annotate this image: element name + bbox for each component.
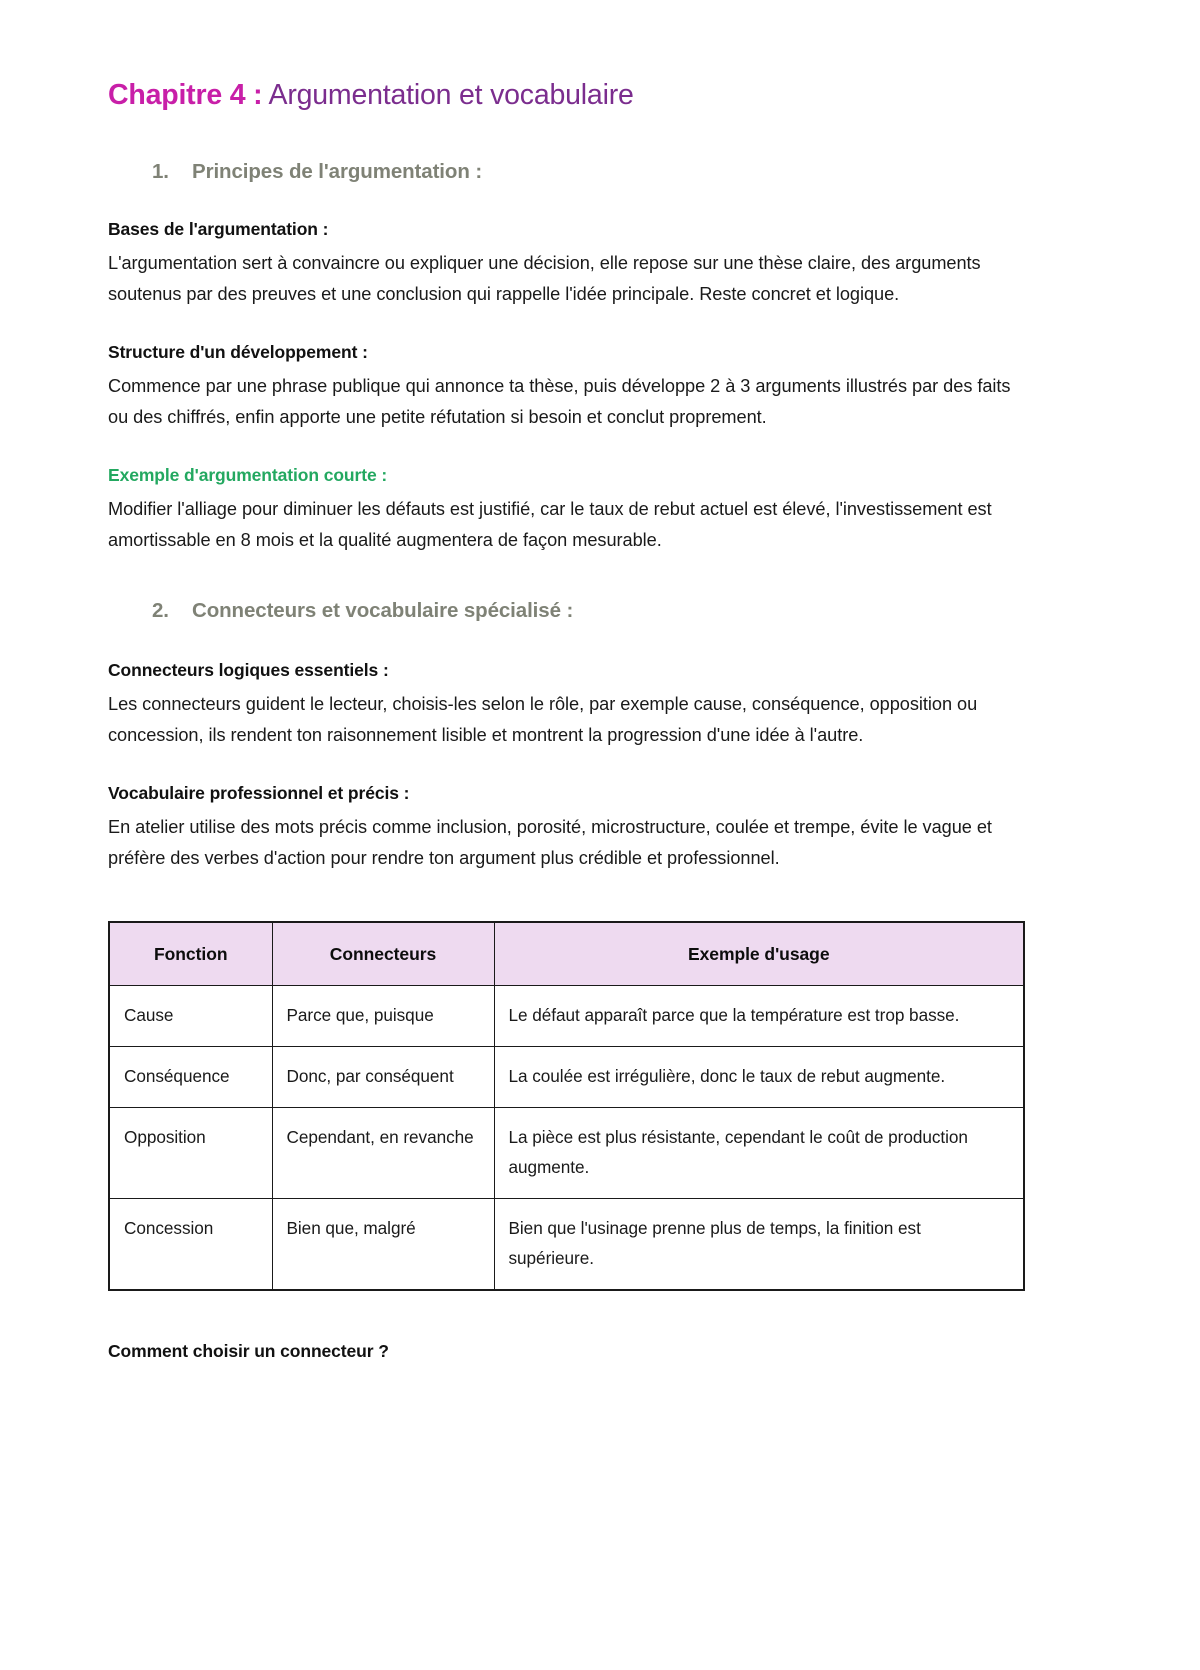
content-block-vocabulaire (108, 783, 1095, 875)
section-number-2: 2. (152, 598, 169, 622)
table-row (109, 1198, 1024, 1290)
sub-heading-vocabulaire: Vocabulaire professionnel et précis : (108, 782, 410, 803)
section-heading-2 (108, 599, 1095, 623)
table-row (109, 1046, 1024, 1107)
cell-exemple: Bien que l'usinage prenne plus de temps, la finition est supérieure. (494, 1198, 1024, 1290)
cell-exemple: Le défaut apparaît parce que la température est trop basse. (494, 985, 1024, 1046)
table-row (109, 1107, 1024, 1198)
chapter-label: Chapitre 4 : (108, 79, 263, 111)
content-block-bases (108, 219, 1095, 311)
cell-fonction: Cause (109, 985, 272, 1046)
cell-connecteurs: Parce que, puisque (272, 985, 494, 1046)
content-block-exemple (108, 465, 1095, 557)
section-heading-1 (108, 160, 1095, 184)
content-block-connecteurs (108, 660, 1095, 752)
paragraph-vocabulaire: En atelier utilise des mots précis comme inclusion, porosité, microstructure, coulée et trempe, évite le vague et préfère des verbes d'action pour rendre ton argument plus crédible et professionnel. (108, 816, 992, 869)
cell-connecteurs: Bien que, malgré (272, 1198, 494, 1290)
table-header-fonction: Fonction (109, 922, 272, 986)
cell-fonction: Opposition (109, 1107, 272, 1198)
cell-connecteurs: Cependant, en revanche (272, 1107, 494, 1198)
paragraph-bases: L'argumentation sert à convaincre ou expliquer une décision, elle repose sur une thèse claire, des arguments soutenus par des preuves et une conclusion qui rappelle l'idée principale. Reste concret et logique. (108, 252, 981, 305)
paragraph-exemple: Modifier l'alliage pour diminuer les défauts est justifié, car le taux de rebut actuel est élevé, l'investissement est amortissable en 8 mois et la qualité augmentera de façon mesurable. (108, 498, 992, 551)
paragraph-structure: Commence par une phrase publique qui annonce ta thèse, puis développe 2 à 3 arguments illustrés par des faits ou des chiffrés, enfin apporte une petite réfutation si besoin et conclut proprement. (108, 375, 1011, 428)
section-title-1: Principes de l'argumentation : (192, 159, 483, 183)
paragraph-connecteurs: Les connecteurs guident le lecteur, choisis-les selon le rôle, par exemple cause, conséquence, opposition ou concession, ils rendent ton raisonnement lisible et montrent la progression d'une idée à l'autre. (108, 693, 978, 746)
sub-heading-bases: Bases de l'argumentation : (108, 218, 329, 239)
content-block-structure (108, 342, 1095, 434)
section-title-2: Connecteurs et vocabulaire spécialisé : (192, 598, 574, 622)
cell-exemple: La coulée est irrégulière, donc le taux de rebut augmente. (494, 1046, 1024, 1107)
sub-heading-connecteurs: Connecteurs logiques essentiels : (108, 659, 389, 680)
closing-heading: Comment choisir un connecteur ? (108, 1340, 389, 1361)
table-header-connecteurs: Connecteurs (272, 922, 494, 986)
cell-exemple: La pièce est plus résistante, cependant le coût de production augmente. (494, 1107, 1024, 1198)
sub-heading-exemple: Exemple d'argumentation courte : (108, 464, 388, 485)
page-title (108, 78, 1095, 114)
chapter-subject: Argumentation et vocabulaire (262, 79, 634, 111)
cell-fonction: Conséquence (109, 1046, 272, 1107)
table-header-row (109, 922, 1024, 986)
section-number-1: 1. (152, 159, 169, 183)
cell-connecteurs: Donc, par conséquent (272, 1046, 494, 1107)
table-row (109, 985, 1024, 1046)
cell-fonction: Concession (109, 1198, 272, 1290)
sub-heading-structure: Structure d'un développement : (108, 341, 368, 362)
table-header-exemple: Exemple d'usage (494, 922, 1024, 986)
connectors-table (108, 921, 1025, 1291)
